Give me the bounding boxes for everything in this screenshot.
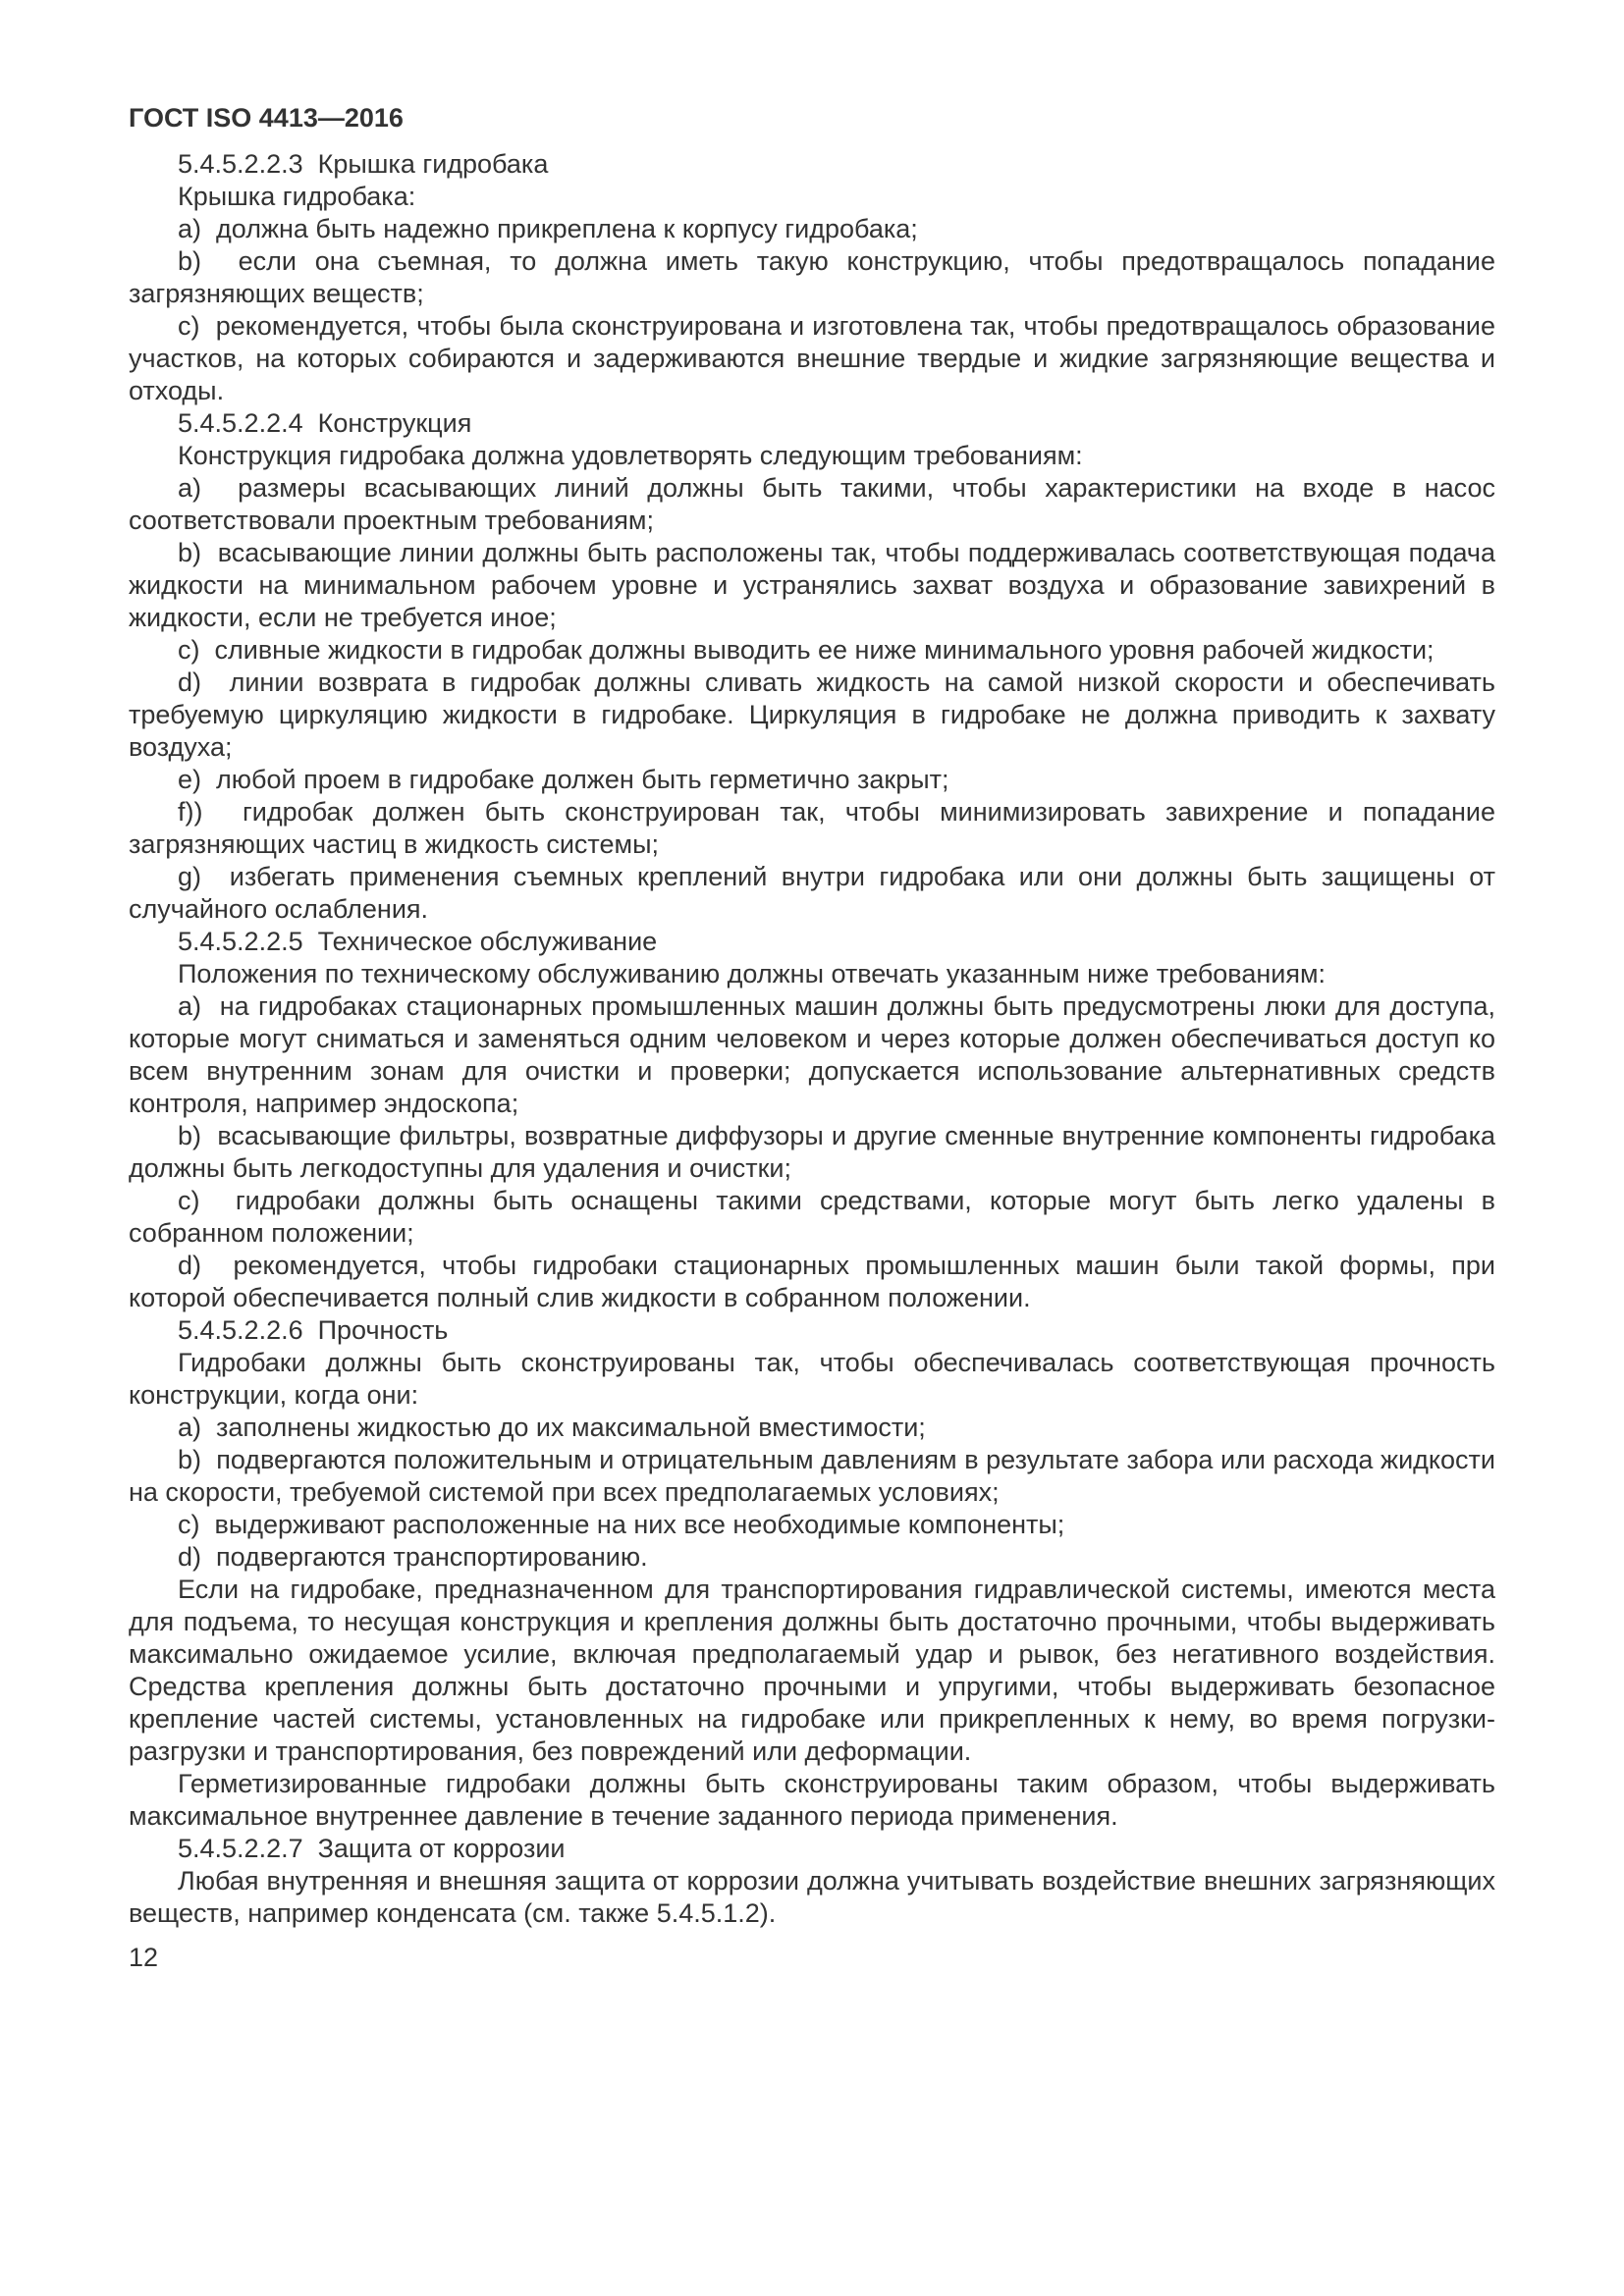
list-item: g) избегать применения съемных креплений внутри гидробака или они должны быть защищены от случайного ослабления.: [129, 862, 1495, 924]
document-header: ГОСТ ISO 4413—2016: [129, 103, 404, 133]
page-number: 12: [129, 1943, 159, 1972]
list-item: b) если она съемная, то должна иметь такую конструкцию, чтобы предотвращалось попадание загрязняющих веществ;: [129, 246, 1495, 308]
list-item: a) на гидробаках стационарных промышленных машин должны быть предусмотрены люки для доступа, которые могут сниматься и заменяться одним человеком и через которые должен обеспечиваться доступ ко всем внутренним зонам для очистки и проверки; допускается использование альтернативных средств контроля, например эндоскопа;: [129, 991, 1495, 1118]
section-heading: 5.4.5.2.2.7 Защита от коррозии: [178, 1834, 566, 1863]
list-item: d) рекомендуется, чтобы гидробаки стационарных промышленных машин были такой формы, при которой обеспечивается полный слив жидкости в собранном положении.: [129, 1251, 1495, 1312]
paragraph: Гидробаки должны быть сконструированы так, чтобы обеспечивалась соответствующая прочность конструкции, когда они:: [129, 1348, 1495, 1410]
list-item: c) гидробаки должны быть оснащены такими средствами, которые могут быть легко удалены в собранном положении;: [129, 1186, 1495, 1248]
section-heading: 5.4.5.2.2.6 Прочность: [178, 1315, 449, 1345]
paragraph: Конструкция гидробака должна удовлетворять следующим требованиям:: [178, 441, 1083, 470]
list-item: e) любой проем в гидробаке должен быть герметично закрыт;: [178, 765, 949, 794]
paragraph: Любая внутренняя и внешняя защита от коррозии должна учитывать воздействие внешних загрязняющих веществ, например конденсата (см. также 5.4.5.1.2).: [129, 1866, 1495, 1928]
section-heading: 5.4.5.2.2.5 Техническое обслуживание: [178, 927, 658, 956]
paragraph: Если на гидробаке, предназначенном для транспортирования гидравлической системы, имеются места для подъема, то несущая конструкция и крепления должны быть достаточно прочными, чтобы выдерживать максимально ожидаемое усилие, включая предполагаемый удар и рывок, без негативного воздействия. Средства крепления должны быть достаточно прочными и упругими, чтобы выдерживать безопасное крепление частей системы, установленных на гидробаке или прикрепленных к нему, во время погрузки-разгрузки и транспортирования, без повреждений или деформации.: [129, 1575, 1495, 1766]
list-item: d) подвергаются транспортированию.: [178, 1542, 648, 1572]
list-item: b) всасывающие фильтры, возвратные диффузоры и другие сменные внутренние компоненты гидробака должны быть легкодоступны для удаления и очистки;: [129, 1121, 1495, 1183]
document-body: [129, 148, 1495, 1930]
list-item: b) всасывающие линии должны быть расположены так, чтобы поддерживалась соответствующая подача жидкости на минимальном рабочем уровне и устранялись захват воздуха и образование завихрений в жидкости, если не требуется иное;: [129, 538, 1495, 632]
list-item: a) размеры всасывающих линий должны быть такими, чтобы характеристики на входе в насос соответствовали проектным требованиям;: [129, 473, 1495, 535]
list-item: c) рекомендуется, чтобы была сконструирована и изготовлена так, чтобы предотвращалось образование участков, на которых собираются и задерживаются внешние твердые и жидкие загрязняющие вещества и отходы.: [129, 311, 1495, 405]
list-item: c) сливные жидкости в гидробак должны выводить ее ниже минимального уровня рабочей жидкости;: [178, 635, 1435, 665]
paragraph: Герметизированные гидробаки должны быть сконструированы таким образом, чтобы выдерживать максимальное внутреннее давление в течение заданного периода применения.: [129, 1769, 1495, 1831]
list-item: c) выдерживают расположенные на них все необходимые компоненты;: [178, 1510, 1065, 1539]
list-item: f)) гидробак должен быть сконструирован так, чтобы минимизировать завихрение и попадание загрязняющих частиц в жидкость системы;: [129, 797, 1495, 859]
paragraph: Крышка гидробака:: [178, 182, 416, 211]
list-item: d) линии возврата в гидробак должны сливать жидкость на самой низкой скорости и обеспечивать требуемую циркуляцию жидкости в гидробаке. Циркуляция в гидробаке не должна приводить к захвату воздуха;: [129, 667, 1495, 762]
paragraph: Положения по техническому обслуживанию должны отвечать указанным ниже требованиям:: [178, 959, 1326, 988]
section-heading: 5.4.5.2.2.4 Конструкция: [178, 408, 472, 438]
section-heading: 5.4.5.2.2.3 Крышка гидробака: [178, 149, 549, 179]
list-item: a) должна быть надежно прикреплена к корпусу гидробака;: [178, 214, 918, 243]
list-item: b) подвергаются положительным и отрицательным давлениям в результате забора или расхода жидкости на скорости, требуемой системой при всех предполагаемых условиях;: [129, 1445, 1495, 1507]
list-item: a) заполнены жидкостью до их максимальной вместимости;: [178, 1413, 926, 1442]
